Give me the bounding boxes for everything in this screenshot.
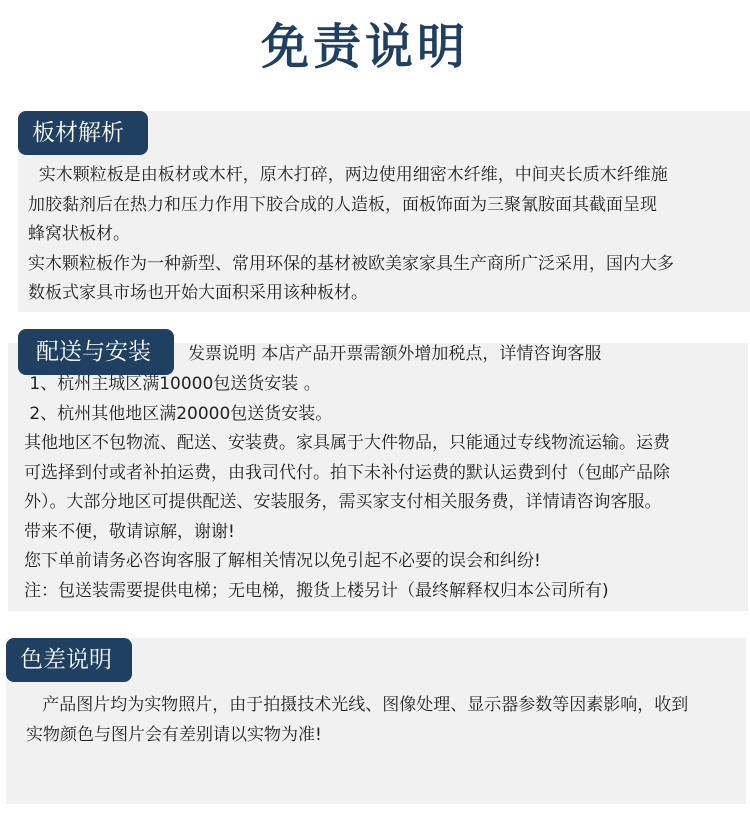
color-text xyxy=(26,691,688,750)
delivery-line-7: 您下单前请务必咨询客服了解相关情况以免引起不必要的误会和纠纷! xyxy=(24,551,541,571)
color-line-1: 产品图片均为实物照片，由于拍摄技术光线、图像处理、显示器参数等因素影响，收到 xyxy=(26,695,689,715)
delivery-line-3: 其他地区不包物流、配送、安装费。家具属于大件物品，只能通过专线物流运输。运费 xyxy=(24,433,670,453)
delivery-line-8: 注：包送装需要提供电梯；无电梯，搬货上楼另计（最终解释权归本公司所有) xyxy=(24,580,609,601)
material-text xyxy=(28,161,674,309)
material-heading: 板材解析 xyxy=(18,111,148,155)
material-line-5: 数板式家具市场也开始大面积采用该种板材。 xyxy=(28,283,368,303)
delivery-heading: 配送与安装 xyxy=(18,329,174,375)
material-line-3: 蜂窝状板材。 xyxy=(28,224,130,244)
delivery-text xyxy=(24,370,670,606)
material-line-2: 加胶黏剂后在热力和压力作用下胶合成的人造板，面板饰面为三聚氰胺面其截面呈现 xyxy=(28,194,657,215)
page-title: 免责说明 xyxy=(260,19,469,75)
invoice-note: 发票说明 本店产品开票需额外增加税点，详情咨询客服 xyxy=(188,344,602,364)
delivery-line-6: 带来不便，敬请谅解，谢谢! xyxy=(24,521,235,542)
delivery-line-4: 可选择到付或者补拍运费，由我司代付。拍下未补付运费的默认运费到付（包邮产品除 xyxy=(24,462,670,483)
delivery-line-2: 2、杭州其他地区满20000包送货安装。 xyxy=(24,403,333,424)
color-heading: 色差说明 xyxy=(6,638,132,682)
delivery-line-1: 1、杭州主城区满10000包送货安装 。 xyxy=(24,374,321,394)
color-line-2: 实物颜色与图片会有差别请以实物为准! xyxy=(26,724,322,745)
delivery-line-5: 外）。大部分地区可提供配送、安装服务，需买家支付相关服务费，详情请咨询客服。 xyxy=(24,492,662,512)
material-line-1: 实木颗粒板是由板材或木杆，原木打碎，两边使用细密木纤维，中间夹长质木纤维施 xyxy=(28,165,668,185)
material-line-4: 实木颗粒板作为一种新型、常用环保的基材被欧美家家具生产商所广泛采用，国内大多 xyxy=(28,253,674,274)
